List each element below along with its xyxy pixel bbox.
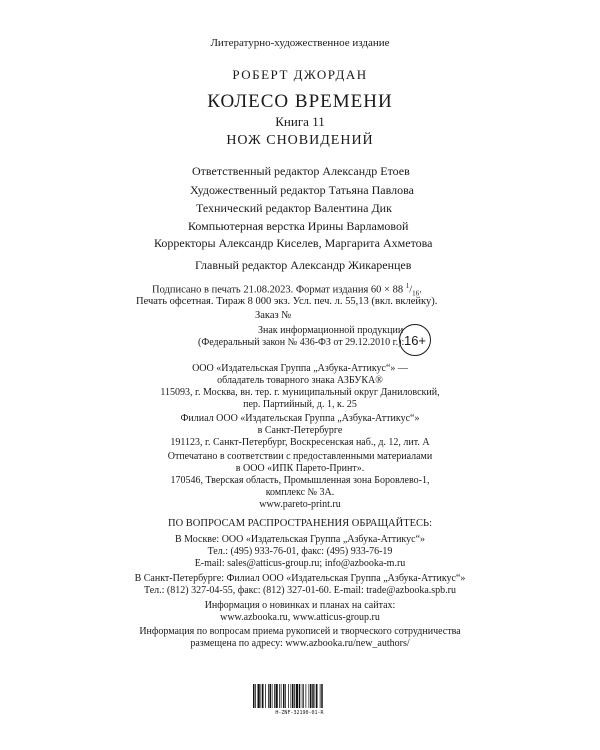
book-number: Книга 11 <box>275 114 325 129</box>
barcode-bar <box>281 684 282 708</box>
barcode-bar <box>296 684 298 708</box>
barcode-bar <box>306 684 307 708</box>
barcode-bar <box>276 684 278 708</box>
barcode-bar <box>303 684 304 708</box>
barcode-bar <box>270 684 272 708</box>
branch-line: в Санкт-Петербурге <box>257 425 343 436</box>
barcode-image <box>253 684 346 708</box>
credit-line: Корректоры Александр Киселев, Маргарита Ахметова <box>154 236 433 250</box>
barcode-bar <box>321 684 323 708</box>
barcode-bar <box>312 684 314 708</box>
distribution-heading: ПО ВОПРОСАМ РАСПРОСТРАНЕНИЯ ОБРАЩАЙТЕСЬ: <box>168 518 432 529</box>
chief-editor: Главный редактор Александр Жикаренцев <box>195 258 412 272</box>
moscow-line: E-mail: sales@atticus-group.ru; info@azbooka-m.ru <box>194 558 406 569</box>
barcode-bar <box>310 684 312 708</box>
printer-website: www.pareto-print.ru <box>259 499 341 510</box>
barcode-bar <box>291 684 292 708</box>
moscow-line: В Москве: ООО «Издательская Группа „Азбука-Аттикус“» <box>174 534 426 545</box>
credit-line: Ответственный редактор Александр Етоев <box>192 164 410 178</box>
barcode-bar <box>285 684 286 708</box>
barcode-bar <box>288 684 289 708</box>
print-info-line: Печать офсетная. Тираж 8 000 экз. Усл. печ. л. 55,13 (вкл. вклейку). <box>136 296 438 307</box>
series-title: КОЛЕСО ВРЕМЕНИ <box>207 91 393 112</box>
barcode-bar <box>302 684 303 708</box>
order-number: Заказ № <box>255 310 292 321</box>
barcode-bar <box>253 684 255 708</box>
barcode-number: Н-ZNF-32190-01-R <box>275 710 324 716</box>
barcode-bar <box>309 684 310 708</box>
credit-line: Компьютерная верстка Ирины Варламовой <box>188 219 409 233</box>
barcode-bar <box>272 684 273 708</box>
branch-line: 191123, г. Санкт-Петербург, Воскресенская наб., д. 12, лит. А <box>170 437 430 448</box>
print-info-line: Подписано в печать 21.08.2023. Формат издания 60 × 88 $^1/_{16}$. <box>152 282 422 298</box>
publisher-line: ООО «Издательская Группа „Азбука-Аттикус“» — <box>192 363 408 374</box>
spb-line: В Санкт-Петербурге: Филиал ООО «Издательская Группа „Азбука-Аттикус“» <box>134 573 466 584</box>
news-line: www.azbooka.ru, www.atticus-group.ru <box>220 612 380 623</box>
book-subtitle: НОЖ СНОВИДЕНИЙ <box>226 133 374 148</box>
barcode-bar <box>261 684 262 708</box>
barcode-bar <box>268 684 269 708</box>
barcode-bar <box>299 684 301 708</box>
credit-line: Технический редактор Валентина Дик <box>196 201 392 215</box>
barcode-bar <box>315 684 316 708</box>
barcode-bar <box>316 684 318 708</box>
barcode-bar <box>262 684 264 708</box>
age-rating-law: (Федеральный закон № 436-ФЗ от 29.12.2010 г.): <box>198 337 405 348</box>
branch-line: Филиал ООО «Издательская Группа „Азбука-Аттикус“» <box>180 413 420 424</box>
barcode-bar <box>279 684 280 708</box>
barcode-bar <box>294 684 295 708</box>
age-rating-label: Знак информационной продукции <box>258 325 404 336</box>
publisher-line: 115093, г. Москва, вн. тер. г. муниципальный округ Даниловский, <box>160 387 440 398</box>
credit-line: Художественный редактор Татьяна Павлова <box>190 183 414 197</box>
manuscripts-line: размещена по адресу: www.azbooka.ru/new_authors/ <box>190 638 410 649</box>
barcode-bar <box>258 684 260 708</box>
age-rating-badge: 16+ <box>399 324 431 356</box>
barcode-bar <box>265 684 266 708</box>
printer-line: комплекс № 3А. <box>265 487 335 498</box>
barcode-bar <box>320 684 321 708</box>
barcode-bar <box>292 684 294 708</box>
printer-line: Отпечатано в соответствии с предоставленными материалами <box>167 451 433 462</box>
barcode-bar <box>274 684 275 708</box>
printer-line: 170546, Тверская область, Промышленная зона Боровлево-1, <box>170 475 430 486</box>
spb-line: Тел.: (812) 327-04-55, факс: (812) 327-01-60. E-mail: trade@azbooka.spb.ru <box>143 585 457 596</box>
news-line: Информация о новинках и планах на сайтах: <box>204 600 396 611</box>
publisher-line: пер. Партийный, д. 1, к. 25 <box>243 399 357 410</box>
moscow-line: Тел.: (495) 933-76-01, факс: (495) 933-76-19 <box>207 546 393 557</box>
manuscripts-line: Информация по вопросам приема рукописей и творческого сотрудничества <box>139 626 461 637</box>
printer-line: в ООО «ИПК Парето-Принт». <box>235 463 365 474</box>
publisher-line: обладатель товарного знака АЗБУКА® <box>217 375 383 386</box>
author-name: РОБЕРТ ДЖОРДАН <box>232 67 368 82</box>
barcode-bar <box>283 684 285 708</box>
barcode-bar <box>255 684 256 708</box>
genre-label: Литературно-художественное издание <box>210 37 390 49</box>
